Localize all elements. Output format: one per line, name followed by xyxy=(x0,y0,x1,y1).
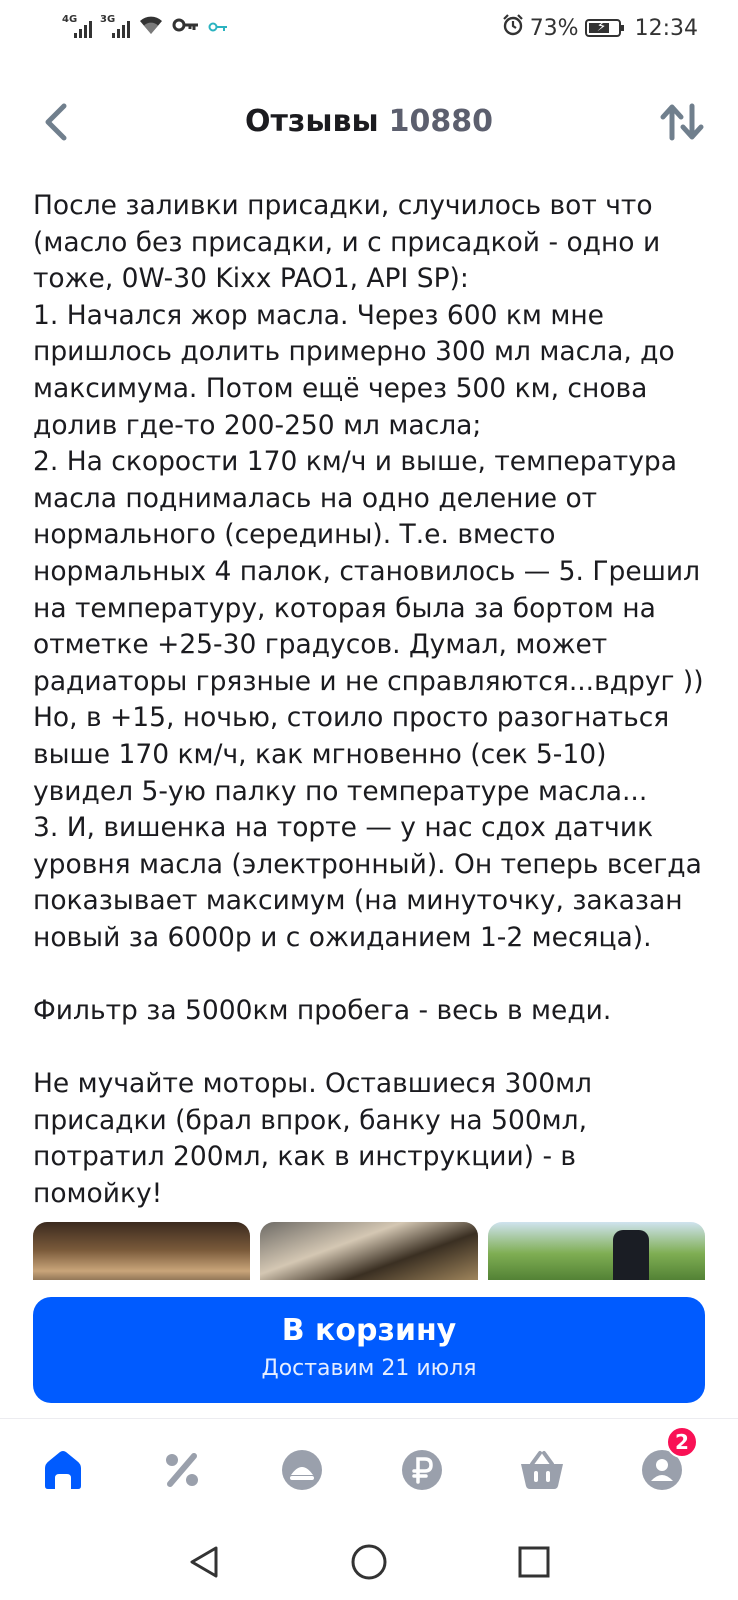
review-photos xyxy=(33,1222,705,1280)
alarm-icon xyxy=(502,14,524,42)
status-bar xyxy=(0,0,738,60)
review-text: После заливки присадки, случилось вот что (масло без присадки, и с присадкой - одно и тоже, 0W-30 Kixx PAO1, API SP): 1. Начался жор масла. Через 600 км мне пришлось долить примерно 300 мл масла, до максимума. Потом ещё через 500 км, снова долив где-то 200-250 мл масла; 2. На скорости 170 км/ч и выше, температура масла поднималась на одно деление от нормального (середины). Т.е. вместо нормальных 4 палок, становилось — 5. Грешил на температуру, которая была за бортом на отметке +25-30 градусов. Думал, может радиаторы грязные и не справляются...вдруг )) Но, в +15, ночью, стоило просто разогнаться выше 170 км/ч, как мгновенно (сек 5-10) увидел 5-ую палку по температуре масла... 3. И, вишенка на торте — у нас сдох датчик уровня масла (электронный). Он теперь всегда показывает максимум (на минуточку, заказан новый за 6000р и с ожиданием 1-2 месяца). Фильтр за 5000км пробега - весь в меди. Не мучайте моторы. Оставшиеся 300мл присадки (брал впрок, банку на 500мл, потратил 200мл, как в инструкции) - в помойку! xyxy=(33,190,704,1210)
sort-arrows-icon xyxy=(660,102,704,142)
cart-icon xyxy=(518,1448,566,1492)
sort-button[interactable] xyxy=(656,98,708,146)
fresh-icon xyxy=(280,1448,324,1492)
nav-finance[interactable] xyxy=(392,1440,452,1500)
nav-divider xyxy=(0,1418,738,1419)
home-circle-icon xyxy=(350,1543,388,1581)
review-photo-2[interactable] xyxy=(260,1222,477,1280)
battery-percent: 73% xyxy=(529,15,579,41)
system-back-button[interactable] xyxy=(182,1540,226,1584)
nav-profile[interactable] xyxy=(632,1430,692,1500)
system-home-button[interactable] xyxy=(347,1540,391,1584)
reviews-header xyxy=(0,80,738,160)
nav-fresh[interactable] xyxy=(272,1440,332,1500)
nav-promotions[interactable] xyxy=(152,1440,212,1500)
system-nav xyxy=(0,1530,738,1590)
bottom-nav xyxy=(0,1430,738,1500)
title-label: Отзывы xyxy=(245,104,379,139)
battery-icon: ⚡ xyxy=(585,19,621,37)
cta-delivery-date: Доставим 21 июля xyxy=(261,1356,477,1381)
add-to-cart-button[interactable] xyxy=(33,1297,705,1403)
home-icon xyxy=(41,1448,85,1492)
back-triangle-icon xyxy=(186,1544,222,1580)
nav-home[interactable] xyxy=(33,1440,93,1500)
status-right xyxy=(502,14,698,42)
recents-square-icon xyxy=(517,1545,551,1579)
vpn-key-icon xyxy=(208,18,228,37)
signal-icon xyxy=(62,14,92,40)
wifi-icon xyxy=(138,14,164,40)
sim1-network: 4G xyxy=(62,14,78,25)
review-photo-3[interactable] xyxy=(488,1222,705,1280)
profile-badge: 2 xyxy=(666,1426,698,1458)
page-title xyxy=(0,104,738,139)
cta-label: В корзину xyxy=(281,1313,457,1348)
percent-icon xyxy=(160,1448,204,1492)
nav-cart[interactable] xyxy=(512,1440,572,1500)
signal-icon-2 xyxy=(100,14,130,40)
system-recents-button[interactable] xyxy=(512,1540,556,1584)
review-count: 10880 xyxy=(388,104,493,139)
clock: 12:34 xyxy=(634,15,698,41)
status-left xyxy=(62,14,228,40)
review-photo-1[interactable] xyxy=(33,1222,250,1280)
key-icon xyxy=(172,17,200,37)
sim2-network: 3G xyxy=(100,14,116,25)
ruble-icon xyxy=(400,1448,444,1492)
